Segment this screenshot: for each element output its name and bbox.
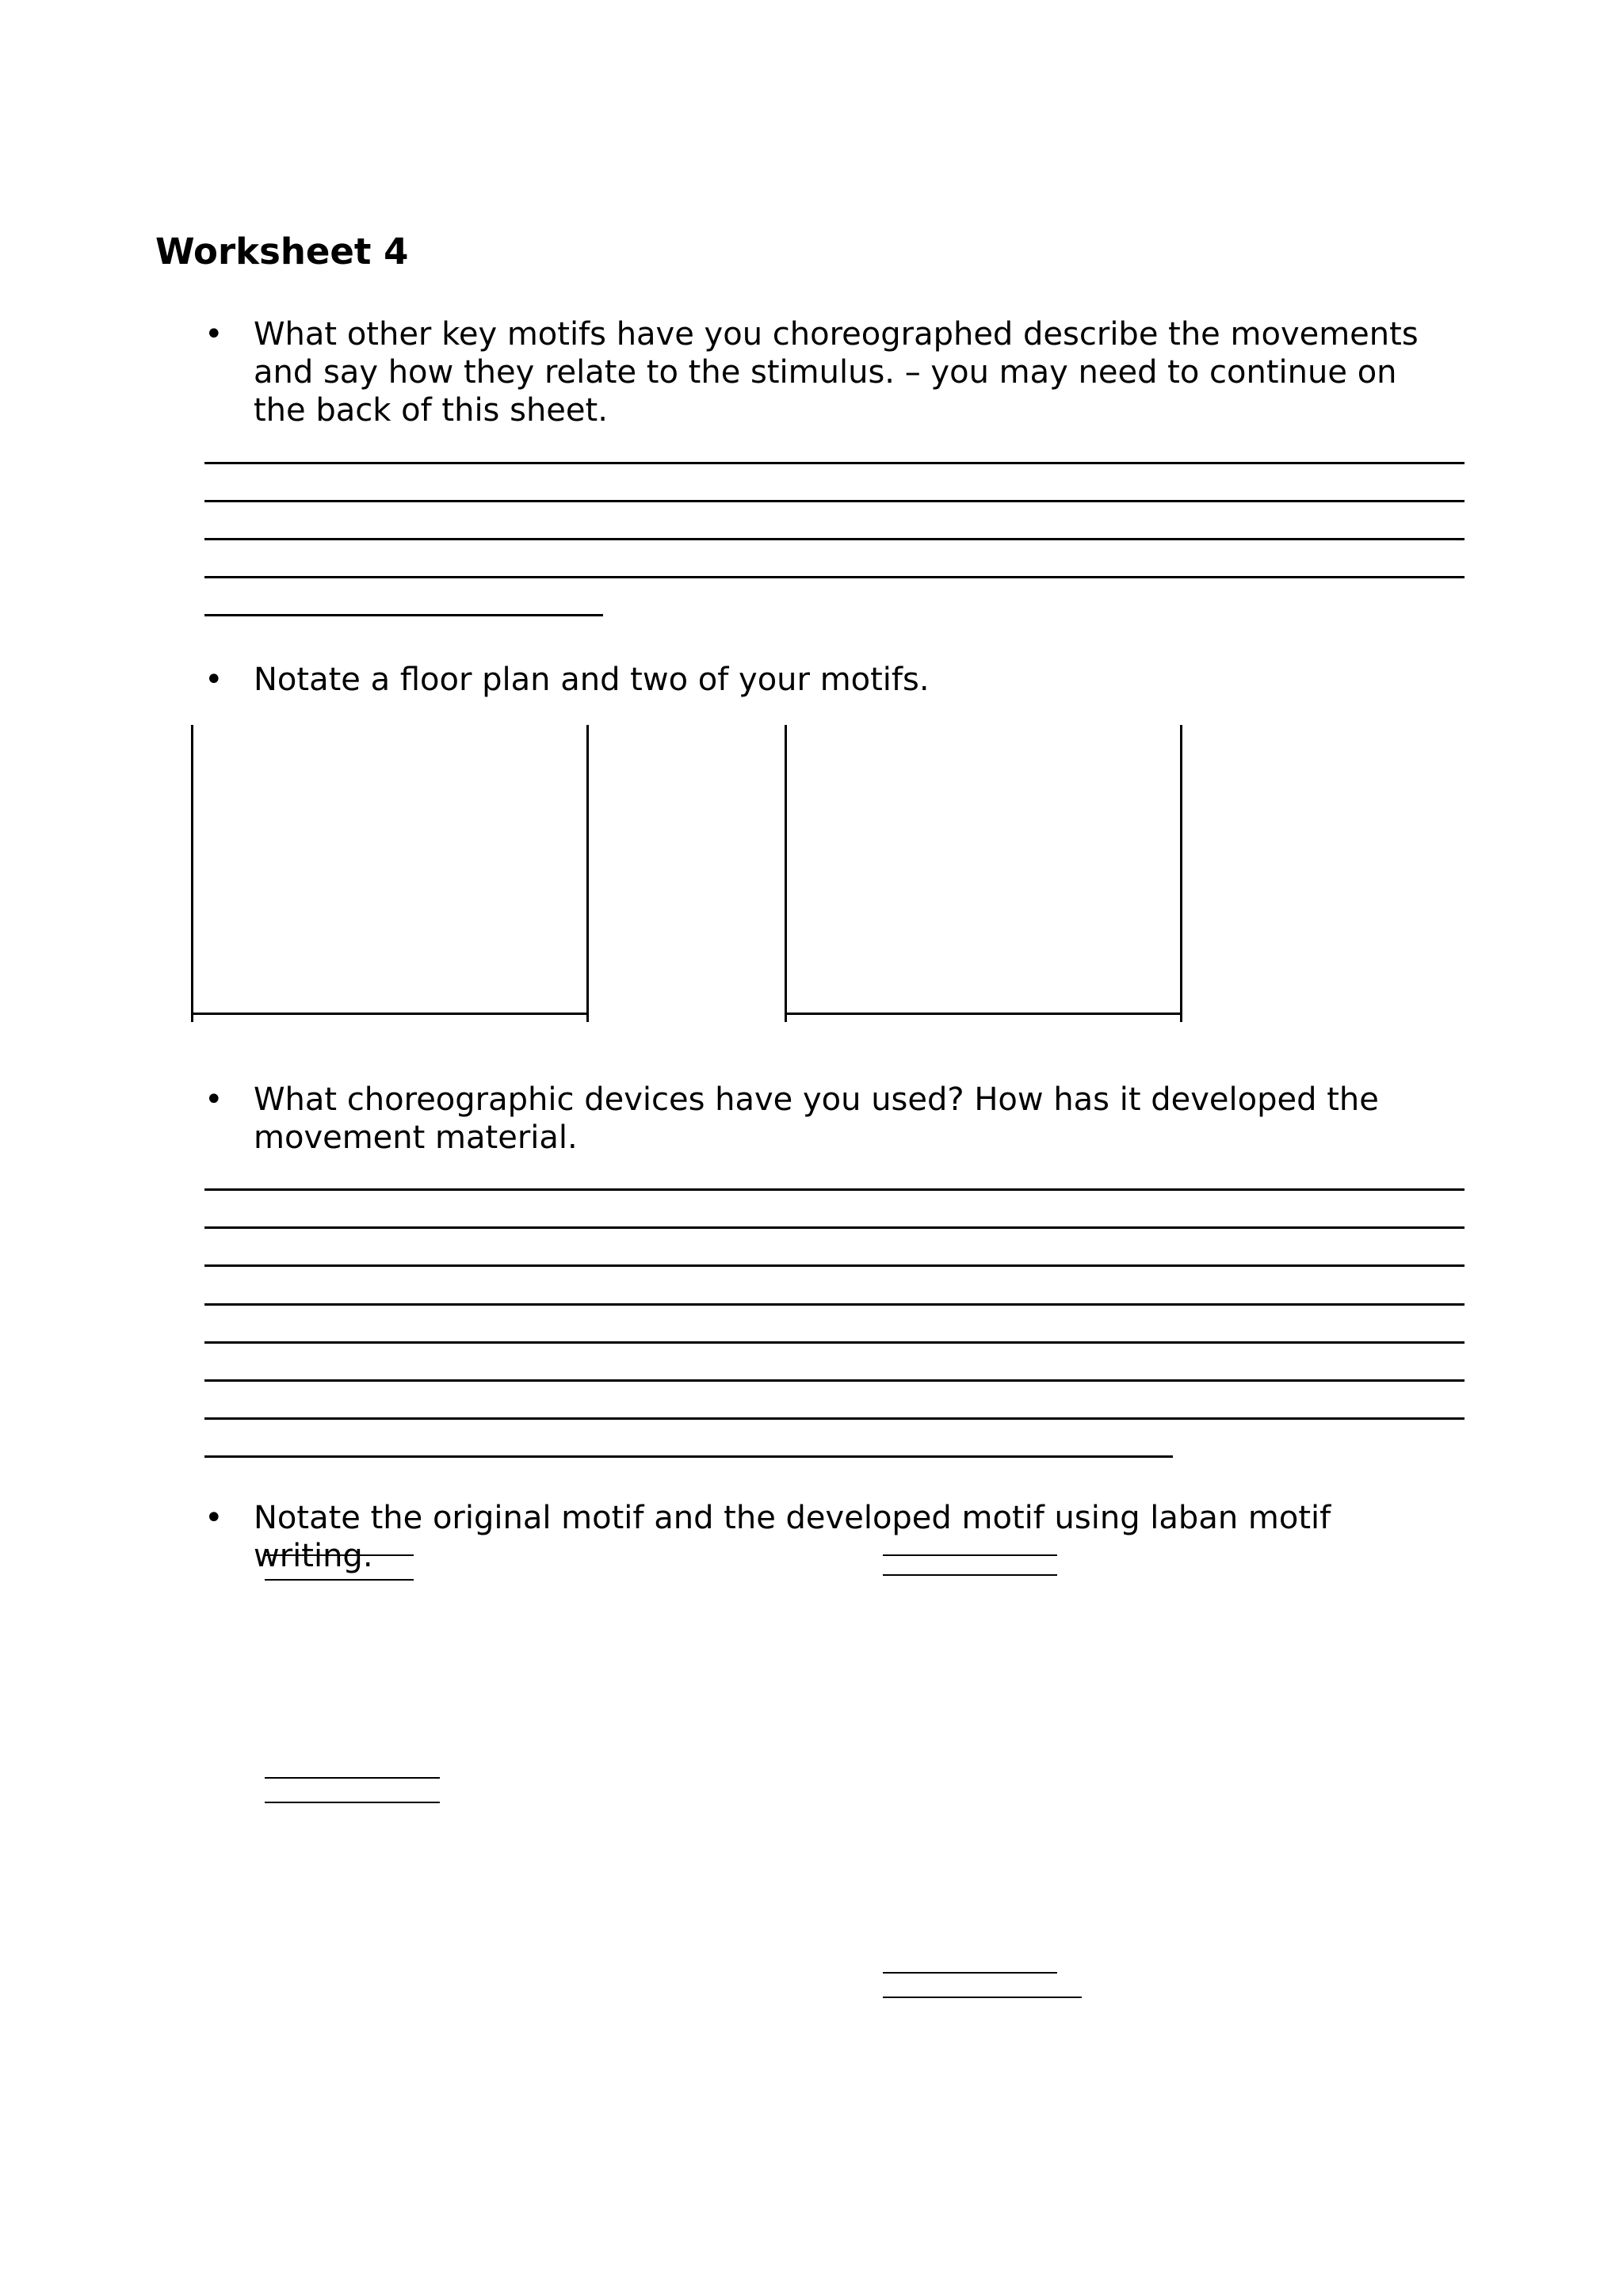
staff-line	[883, 1997, 1082, 1998]
answer-line[interactable]	[204, 538, 1465, 540]
page-title: Worksheet 4	[155, 231, 409, 273]
answer-line[interactable]	[204, 1264, 1465, 1267]
answer-line[interactable]	[204, 1303, 1465, 1306]
question-4-text: Notate the original motif and the developed motif using laban motif writing.	[254, 1500, 1331, 1574]
answer-line[interactable]	[204, 614, 603, 616]
bullet-icon: •	[204, 662, 223, 698]
answer-line[interactable]	[204, 462, 1465, 464]
staff-line	[883, 1554, 1057, 1556]
staff-line	[265, 1777, 440, 1779]
staff-line	[883, 1574, 1057, 1576]
answer-line[interactable]	[204, 500, 1465, 502]
answer-line[interactable]	[204, 1226, 1465, 1229]
answer-line[interactable]	[204, 1417, 1465, 1420]
staff-line	[883, 1972, 1057, 1974]
bullet-icon: •	[204, 1500, 223, 1536]
bullet-icon: •	[204, 1081, 223, 1118]
answer-line[interactable]	[204, 1455, 1173, 1458]
answer-line[interactable]	[204, 576, 1465, 578]
bullet-icon: •	[204, 316, 223, 353]
question-2-text: Notate a floor plan and two of your motifs.	[254, 662, 930, 698]
staff-line	[265, 1802, 440, 1803]
staff-line	[265, 1554, 414, 1556]
staff-line	[265, 1579, 414, 1581]
question-1-text: What other key motifs have you choreographed describe the movements and say how they relate to the stimulus. – you may need to continue on the back of this sheet.	[254, 316, 1419, 429]
answer-line[interactable]	[204, 1379, 1465, 1382]
question-3-text: What choreographic devices have you used? How has it developed the movement material.	[254, 1081, 1379, 1156]
answer-line[interactable]	[204, 1188, 1465, 1191]
answer-line[interactable]	[204, 1341, 1465, 1344]
